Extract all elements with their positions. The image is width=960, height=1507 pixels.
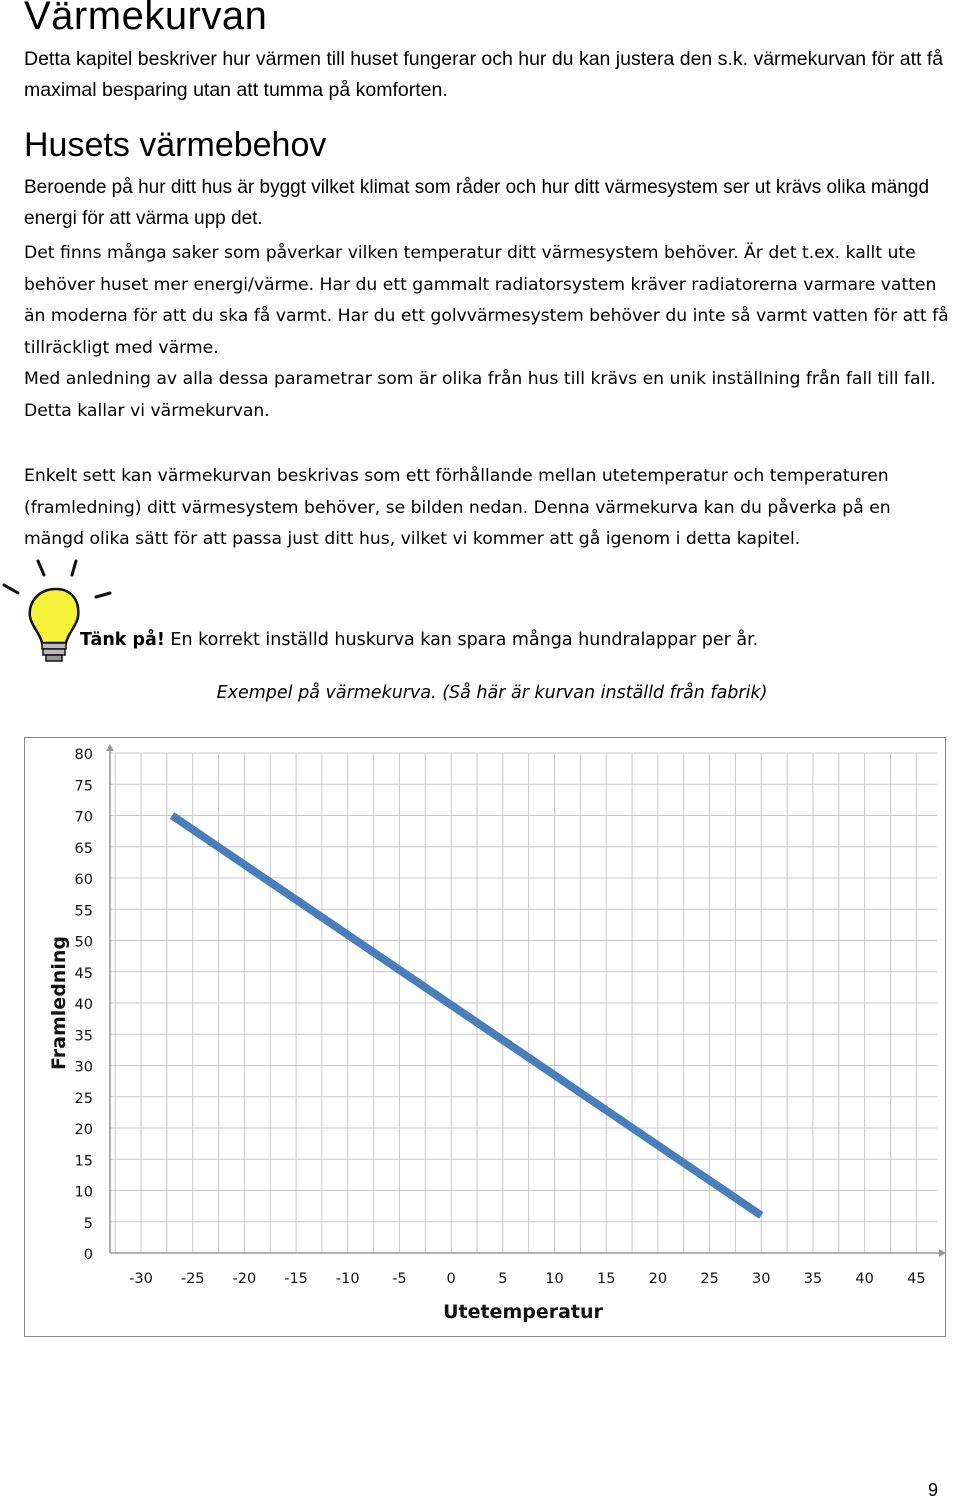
x-axis-arrow [939, 1249, 946, 1257]
y-tick-label: 5 [83, 1215, 93, 1232]
x-tick-label: -15 [284, 1271, 308, 1287]
x-tick-label: -10 [335, 1271, 360, 1287]
x-tick-label: 5 [498, 1271, 508, 1287]
heating-curve-line [172, 816, 761, 1216]
y-tick-label: 55 [74, 903, 93, 920]
page-number: 9 [927, 1480, 938, 1500]
y-tick-label: 50 [74, 934, 93, 951]
x-tick-label: -30 [129, 1271, 153, 1287]
tip-note [80, 630, 758, 650]
x-axis-title: Utetemperatur [443, 1301, 603, 1323]
y-tick-label: 65 [74, 840, 93, 857]
paragraph-factors [24, 238, 954, 427]
x-tick-label: 15 [596, 1271, 616, 1287]
x-tick-label: 0 [446, 1271, 456, 1287]
y-tick-label: 25 [74, 1090, 93, 1107]
chart-caption: Exempel på värmekurva. (Så här är kurvan inställd från fabrik) [216, 683, 768, 703]
y-tick-label: 35 [74, 1028, 93, 1045]
y-tick-label: 80 [74, 747, 93, 763]
paragraph-parameters-text: Med anledning av alla dessa parametrar som är olika från hus till krävs en unik inställning från fall till fall. Detta kallar vi värmekurvan. [24, 369, 936, 421]
y-tick-label: 40 [74, 997, 93, 1013]
page-title: Värmekurvan [24, 0, 268, 38]
x-tick-label: 10 [545, 1271, 564, 1287]
y-axis-title: Framledning [48, 936, 70, 1070]
section-heading: Husets värmebehov [24, 126, 327, 164]
x-tick-label: -20 [232, 1271, 257, 1287]
x-tick-label: 40 [855, 1271, 874, 1287]
x-tick-label: -5 [392, 1271, 407, 1287]
chart-frame [24, 737, 946, 1337]
x-tick-label: -25 [180, 1271, 205, 1287]
y-tick-label: 20 [74, 1122, 93, 1138]
tip-label: Tänk på! [80, 630, 165, 650]
x-tick-label: 25 [700, 1271, 719, 1287]
y-tick-label: 15 [74, 1153, 93, 1170]
x-tick-label: 20 [648, 1271, 668, 1287]
paragraph-house-build: Beroende på hur ditt hus är byggt vilket klimat som råder och hur ditt värmesystem ser ut krävs olika mängd energi för att värma upp det. [24, 177, 930, 229]
y-tick-label: 60 [74, 872, 93, 888]
x-tick-label: 30 [752, 1271, 771, 1287]
y-tick-label: 45 [74, 965, 93, 982]
y-tick-label: 75 [74, 778, 93, 795]
y-axis-arrow [106, 744, 114, 751]
intro-paragraph: Detta kapitel beskriver hur värmen till huset fungerar och hur du kan justera den s.k. värmekurvan för att få maximal besparing utan att tumma på komforten. [24, 48, 944, 101]
x-tick-label: 45 [907, 1271, 926, 1287]
x-tick-label: 35 [803, 1271, 823, 1287]
y-tick-label: 10 [74, 1184, 93, 1201]
y-tick-label: 30 [74, 1059, 93, 1076]
paragraph-factors-text: Det finns många saker som påverkar vilken temperatur ditt värmesystem behöver. Är det t.ex. kallt ute behöver huset mer energi/värme. Har du ett gammalt radiatorsystem kräver radiatorerna varmare vatten än moderna för att du ska få varmt. Har du ett golvvärmesystem behöver du inte så varmt vatten för att få tillräckligt med värme. [24, 243, 949, 358]
paragraph-curve-description: Enkelt sett kan värmekurvan beskrivas som ett förhållande mellan utetemperatur och temperaturen (framledning) ditt värmesystem behöver, se bilden nedan. Denna värmekurva kan du påverka på en mängd olika sätt för att passa just ditt hus, vilket vi kommer att gå igenom i detta kapitel. [24, 466, 891, 549]
heating-curve-chart [25, 738, 947, 1338]
tip-text: En korrekt inställd huskurva kan spara många hundralappar per år. [164, 630, 759, 650]
y-tick-label: 0 [83, 1247, 93, 1263]
y-tick-label: 70 [74, 809, 93, 826]
